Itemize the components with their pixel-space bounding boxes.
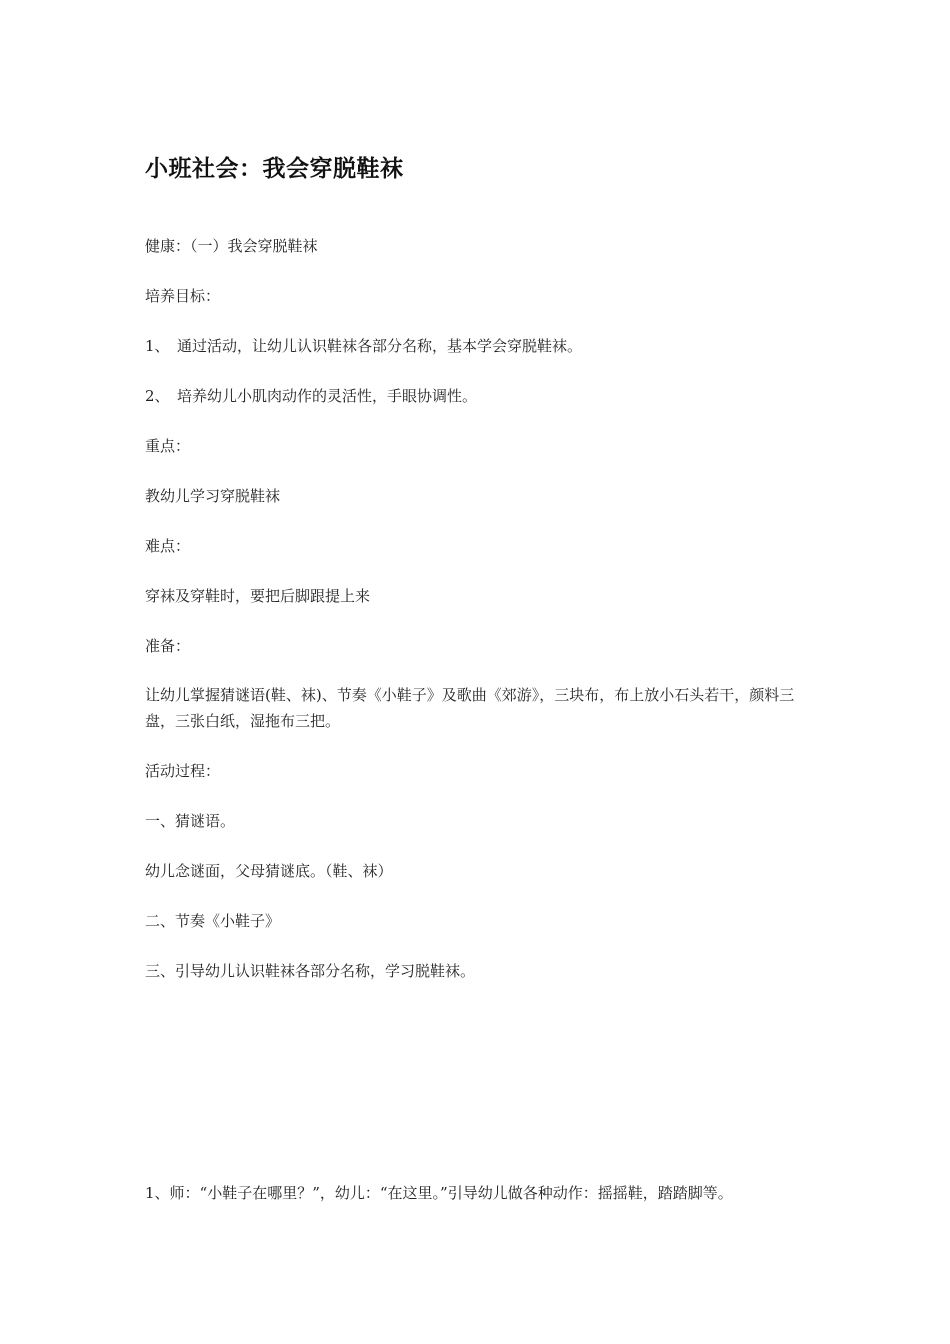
key-point-text: 教幼儿学习穿脱鞋袜 (145, 487, 281, 505)
step-1-heading: 一、猜谜语。 (145, 812, 236, 830)
goal-item-1 (145, 333, 582, 359)
goal-number: 2、 (145, 387, 170, 405)
goal-item-2 (145, 383, 477, 409)
preparation-text: 让幼儿掌握猜谜语(鞋、袜)、节奏《小鞋子》及歌曲《郊游》，三块布，布上放小石头若干，颜料三盘，三张白纸，湿拖布三把。 (145, 686, 795, 730)
step-3-item-1: 1、师：“小鞋子在哪里？”，幼儿：“在这里。”引导幼儿做各种动作：摇摇鞋，踏踏脚等。 (145, 1184, 733, 1202)
goal-text: 培养幼儿小肌肉动作的灵活性，手眼协调性。 (177, 387, 478, 405)
goal-text: 通过活动，让幼儿认识鞋袜各部分名称，基本学会穿脱鞋袜。 (177, 337, 583, 355)
step-3-heading: 三、引导幼儿认识鞋袜各部分名称，学习脱鞋袜。 (145, 962, 476, 980)
goals-heading: 培养目标： (145, 287, 221, 305)
subject-line: 健康：（一）我会穿脱鞋袜 (145, 237, 318, 255)
step-2-heading: 二、节奏《小鞋子》 (145, 912, 281, 930)
difficulty-heading: 难点： (145, 537, 191, 555)
document-title: 小班社会：我会穿脱鞋袜 (145, 156, 404, 182)
step-1-text: 幼儿念谜面，父母猜谜底。（鞋、袜） (145, 862, 393, 880)
process-heading: 活动过程： (145, 762, 221, 780)
key-point-heading: 重点： (145, 437, 191, 455)
goal-number: 1、 (145, 337, 170, 355)
preparation-heading: 准备： (145, 637, 191, 655)
difficulty-text: 穿袜及穿鞋时，要把后脚跟提上来 (145, 587, 371, 605)
